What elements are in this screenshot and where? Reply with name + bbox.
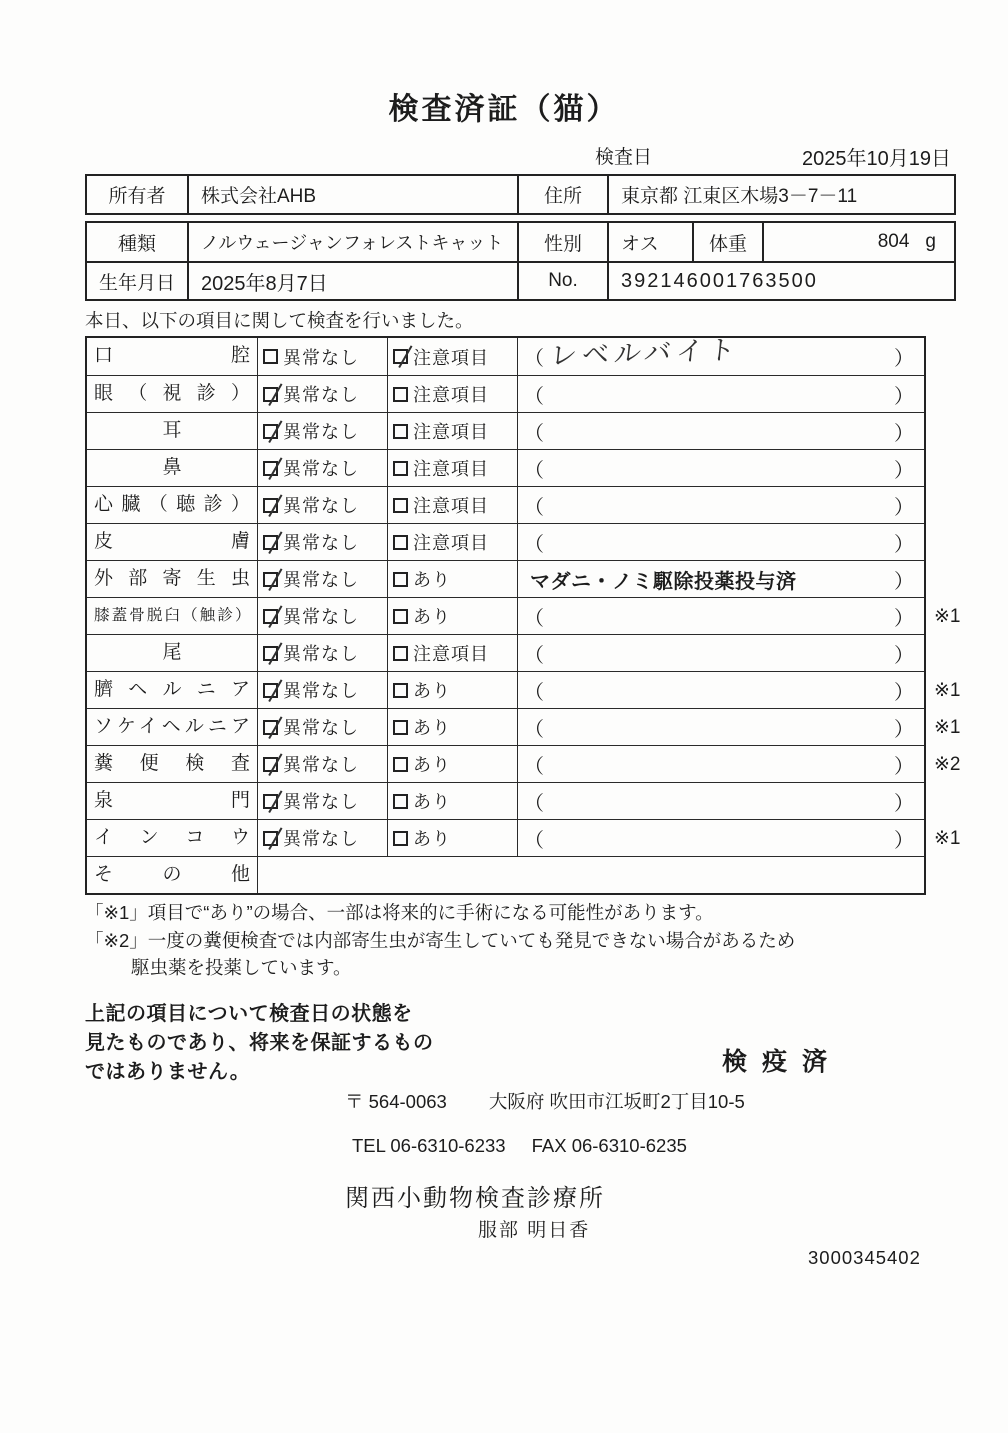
checkbox-no-abnormality-icon	[263, 794, 278, 809]
checklist-note-cell	[517, 783, 924, 819]
checkbox-label: 異常なし	[283, 533, 359, 553]
serial-number: 3000345402	[808, 1247, 921, 1268]
checkbox-label: 異常なし	[283, 496, 359, 516]
paren-open: （	[524, 459, 544, 482]
checkbox-flagged-icon	[393, 757, 408, 772]
checkbox-flagged-icon	[393, 720, 408, 735]
checkbox-label: 異常なし	[283, 792, 359, 812]
checklist-item-label: 膝蓋骨脱臼（触診）	[94, 607, 250, 624]
checkbox-cell	[387, 413, 517, 449]
paren-open: （	[524, 607, 544, 630]
clinic-fax: FAX 06-6310-6235	[531, 1135, 687, 1156]
checkbox-cell	[387, 783, 517, 819]
checkbox-flagged-icon	[393, 387, 408, 402]
checkbox-flagged-icon	[393, 683, 408, 698]
paren-open: （	[524, 792, 544, 815]
checkbox-no-abnormality-icon	[263, 609, 278, 624]
reference-mark: ※1	[934, 828, 961, 849]
checkbox-label: 注意項目	[413, 385, 489, 405]
checklist-note-cell	[517, 598, 924, 634]
veterinarian-name: 服部 明日香	[478, 1220, 591, 1241]
checkbox-flagged-icon	[393, 609, 408, 624]
checklist-item-label: 心臓（聴診）	[94, 494, 250, 515]
checkbox-no-abnormality-icon	[263, 424, 278, 439]
weight-cell	[762, 223, 954, 261]
paren-close: ）	[894, 829, 914, 852]
checkbox-label: 異常なし	[283, 570, 359, 590]
checkbox-no-abnormality-icon	[263, 349, 278, 364]
checkbox-cell	[257, 413, 387, 449]
weight-value: 804	[877, 231, 910, 252]
paren-close: ）	[894, 533, 914, 556]
checklist-item-label: その他	[94, 864, 250, 885]
sex-label: 性別	[517, 223, 607, 261]
paren-close: ）	[894, 459, 914, 482]
checkbox-label: あり	[413, 681, 451, 701]
owner-row	[87, 176, 954, 213]
reference-mark: ※2	[934, 754, 961, 775]
disclaimer-line-1: 上記の項目について検査日の状態を	[85, 1003, 413, 1025]
paren-close: ）	[894, 644, 914, 667]
checkbox-label: 注意項目	[413, 644, 489, 664]
checkbox-label: あり	[413, 607, 451, 627]
checkbox-flagged-icon	[393, 498, 408, 513]
checklist-item-label: 口腔	[94, 345, 250, 366]
checklist-empty-cell	[257, 857, 924, 893]
checklist-row	[87, 745, 961, 782]
weight-label: 体重	[692, 223, 762, 261]
checklist-note-cell	[517, 635, 924, 671]
checkbox-cell	[387, 746, 517, 782]
clinic-postal-code: 〒 564-0063	[345, 1091, 447, 1112]
checkbox-label: あり	[413, 718, 451, 738]
checklist-row	[87, 449, 924, 486]
number-label: No.	[517, 263, 607, 299]
checkbox-cell	[257, 783, 387, 819]
checklist-note-cell	[517, 487, 924, 523]
checkbox-label: 注意項目	[413, 533, 489, 553]
checklist-table	[85, 334, 961, 895]
checkbox-label: あり	[413, 792, 451, 812]
checkbox-cell	[387, 524, 517, 560]
checkbox-no-abnormality-icon	[263, 387, 278, 402]
checkbox-no-abnormality-icon	[263, 646, 278, 661]
checklist-item-label: 尾	[162, 642, 182, 663]
checkbox-label: 異常なし	[283, 459, 359, 479]
checklist-note-cell	[517, 746, 924, 782]
clinic-address-row	[345, 1088, 745, 1114]
checkbox-label: 異常なし	[283, 755, 359, 775]
birthdate-label: 生年月日	[98, 272, 175, 294]
checkbox-no-abnormality-icon	[263, 831, 278, 846]
checkbox-label: 注意項目	[413, 459, 489, 479]
checkbox-flagged-icon	[393, 646, 408, 661]
checklist-note-cell	[517, 450, 924, 486]
checkbox-cell	[387, 672, 517, 708]
checklist-item-label: 眼（視診）	[94, 383, 250, 404]
checkbox-no-abnormality-icon	[263, 572, 278, 587]
disclaimer-line-3: ではありません。	[85, 1061, 251, 1083]
checklist-note-cell	[517, 561, 924, 597]
checkbox-label: 異常なし	[283, 347, 359, 368]
checklist-item-label: 糞便検査	[94, 753, 250, 774]
address-label: 住所	[517, 176, 607, 213]
checkbox-flagged-icon	[393, 461, 408, 476]
checkbox-label: 注意項目	[413, 422, 489, 442]
checkbox-no-abnormality-icon	[263, 683, 278, 698]
checkbox-cell	[387, 709, 517, 745]
breed-label: 種類	[117, 233, 156, 255]
inspection-date-row	[595, 142, 951, 171]
checkbox-cell	[257, 672, 387, 708]
checkbox-no-abnormality-icon	[263, 757, 278, 772]
paren-open: （	[524, 422, 544, 445]
checklist-item-label: 鼻	[162, 457, 182, 478]
owner-label: 所有者	[108, 186, 166, 207]
checkbox-label: 注意項目	[413, 347, 489, 368]
checklist-row	[87, 375, 924, 412]
checklist-row	[87, 560, 924, 597]
checkbox-cell	[257, 561, 387, 597]
paren-close: ）	[894, 570, 914, 593]
checkbox-cell	[387, 820, 517, 856]
footnotes	[85, 899, 795, 982]
clinic-name: 関西小動物検査診療所	[345, 1185, 605, 1212]
quarantine-stamp: 検疫済	[722, 1048, 843, 1076]
number-value: 392146001763500	[607, 263, 954, 299]
paren-close: ）	[894, 755, 914, 778]
checkbox-cell	[257, 635, 387, 671]
reference-mark: ※1	[934, 606, 961, 627]
footnote-2-continued: 駆虫薬を投薬しています。	[131, 957, 352, 978]
checkbox-cell	[257, 487, 387, 523]
checkbox-cell	[257, 709, 387, 745]
checklist-row	[87, 634, 924, 671]
checklist-row	[87, 671, 961, 708]
paren-open: （	[524, 644, 544, 667]
paren-open: （	[524, 755, 544, 778]
paren-close: ）	[894, 792, 914, 815]
paren-open: （	[524, 385, 544, 408]
checkbox-no-abnormality-icon	[263, 498, 278, 513]
birthdate-value: 2025年8月7日	[187, 263, 517, 299]
reference-mark: ※1	[934, 680, 961, 701]
reference-mark: ※1	[934, 717, 961, 738]
disclaimer-line-2: 見たものであり、将来を保証するもの	[85, 1032, 434, 1054]
checklist-row	[87, 523, 924, 560]
address-value: 東京都 江東区木場3－7－11	[607, 176, 954, 213]
inspection-date-value: 2025年10月19日	[802, 148, 951, 170]
checklist-row	[87, 819, 961, 856]
checklist-row	[87, 597, 961, 634]
checkbox-cell	[387, 338, 517, 375]
paren-open: （	[524, 681, 544, 704]
owner-table	[85, 174, 956, 215]
checklist-note-cell	[517, 524, 924, 560]
checklist-item-label: ソケイヘルニア	[94, 716, 250, 737]
checkbox-cell	[387, 450, 517, 486]
paren-open: （	[524, 496, 544, 519]
footnote-2: 「※2」一度の糞便検査では内部寄生虫が寄生していても発見できない場合があるため	[85, 929, 796, 951]
checkbox-no-abnormality-icon	[263, 720, 278, 735]
checkbox-cell	[387, 598, 517, 634]
pet-table	[85, 221, 956, 301]
checkbox-flagged-icon	[393, 831, 408, 846]
clinic-tel: TEL 06-6310-6233	[352, 1135, 506, 1156]
checkbox-no-abnormality-icon	[263, 535, 278, 550]
footnote-1: 「※1」項目で“あり”の場合、一部は将来的に手術になる可能性があります。	[85, 902, 714, 923]
paren-open: （	[524, 348, 544, 370]
checkbox-flagged-icon	[393, 794, 408, 809]
checklist-row	[87, 708, 961, 745]
checklist-row	[87, 412, 924, 449]
checkbox-label: 異常なし	[283, 644, 359, 664]
clinic-phone-row	[352, 1135, 687, 1157]
intro-sentence: 本日、以下の項目に関して検査を行いました。	[85, 310, 474, 331]
checkbox-cell	[387, 487, 517, 523]
checkbox-label: 異常なし	[283, 385, 359, 405]
checkbox-flagged-icon	[393, 424, 408, 439]
paren-close: ）	[894, 422, 914, 445]
checkbox-label: あり	[413, 570, 451, 590]
checklist-item-label: インコウ	[94, 827, 250, 848]
checkbox-cell	[257, 746, 387, 782]
paren-open: （	[524, 533, 544, 556]
checkbox-label: あり	[413, 829, 451, 849]
sex-value: オス	[607, 223, 692, 261]
checkbox-label: 異常なし	[283, 422, 359, 442]
checklist-note-text: レベルバイト	[548, 334, 742, 371]
checkbox-cell	[257, 820, 387, 856]
checkbox-flagged-icon	[393, 535, 408, 550]
checklist-note-cell	[517, 672, 924, 708]
paren-close: ）	[894, 607, 914, 630]
paren-close: ）	[894, 348, 914, 370]
checklist-row	[87, 856, 924, 893]
checklist-note-cell	[517, 334, 924, 375]
checklist-item-label: 外部寄生虫	[94, 568, 250, 589]
disclaimer	[85, 1000, 434, 1087]
checkbox-cell	[257, 450, 387, 486]
pet-row-2	[87, 261, 954, 299]
checkbox-cell	[257, 338, 387, 375]
checklist-note-text: マダニ・ノミ駆除投薬投与済	[530, 570, 797, 593]
checkbox-cell	[387, 376, 517, 412]
checklist-row	[87, 486, 924, 523]
checkbox-label: 注意項目	[413, 496, 489, 516]
checklist-item-label: 臍ヘルニア	[94, 679, 250, 700]
checklist-note-cell	[517, 820, 924, 856]
checkbox-flagged-icon	[393, 572, 408, 587]
checklist-row	[87, 782, 924, 819]
checkbox-cell	[257, 598, 387, 634]
checklist-row	[87, 334, 924, 375]
weight-unit: g	[925, 231, 936, 252]
checkbox-cell	[387, 561, 517, 597]
checklist-item-label: 皮膚	[94, 531, 250, 552]
checklist-item-label: 泉門	[94, 790, 250, 811]
checkbox-label: あり	[413, 755, 451, 775]
checklist-item-label: 耳	[162, 420, 182, 441]
paren-close: ）	[894, 385, 914, 408]
checklist-note-cell	[517, 376, 924, 412]
checkbox-label: 異常なし	[283, 718, 359, 738]
paren-open: （	[524, 718, 544, 741]
pet-row-1	[87, 223, 954, 261]
checkbox-label: 異常なし	[283, 607, 359, 627]
checkbox-flagged-icon	[393, 349, 408, 364]
breed-value: ノルウェージャンフォレストキャット	[187, 223, 517, 261]
paren-close: ）	[894, 496, 914, 519]
checklist-note-cell	[517, 413, 924, 449]
inspection-date-label: 検査日	[595, 147, 653, 168]
checkbox-no-abnormality-icon	[263, 461, 278, 476]
checkbox-label: 異常なし	[283, 829, 359, 849]
checklist-note-cell	[517, 709, 924, 745]
owner-value: 株式会社AHB	[187, 176, 517, 213]
checkbox-cell	[257, 376, 387, 412]
checkbox-label: 異常なし	[283, 681, 359, 701]
paren-close: ）	[894, 718, 914, 741]
clinic-address: 大阪府 吹田市江坂町2丁目10-5	[488, 1091, 745, 1112]
page-title: 検査済証（猫）	[388, 93, 620, 126]
paren-open: （	[524, 829, 544, 852]
paren-close: ）	[894, 681, 914, 704]
checkbox-cell	[387, 635, 517, 671]
checkbox-cell	[257, 524, 387, 560]
